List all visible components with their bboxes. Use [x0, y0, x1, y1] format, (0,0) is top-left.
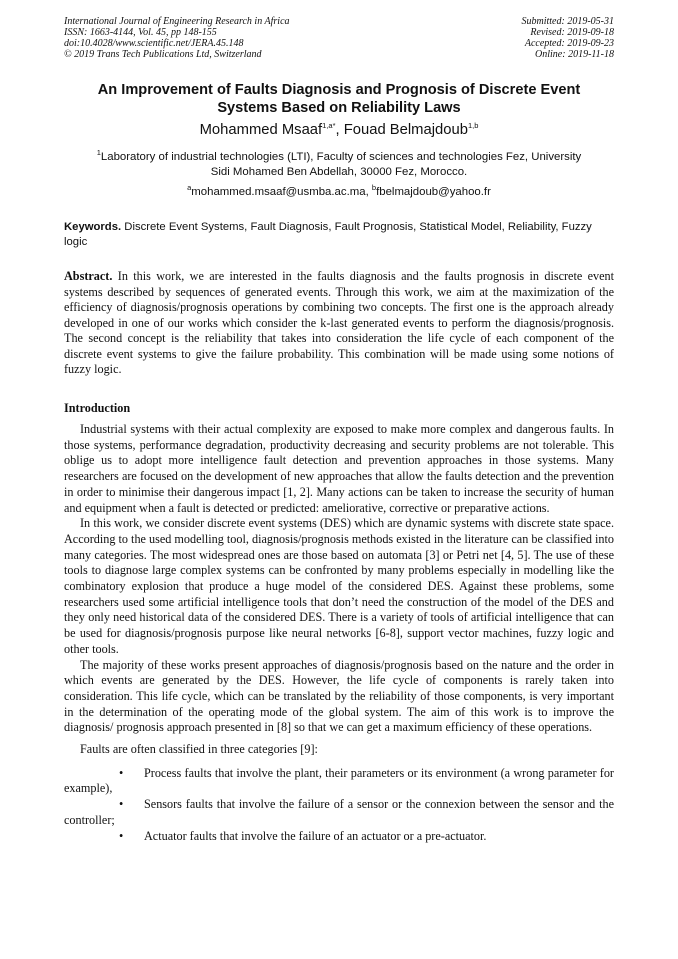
email-separator: , — [365, 186, 372, 198]
affiliation — [64, 150, 614, 180]
journal-info — [64, 16, 364, 60]
bullet-icon: • — [119, 828, 124, 843]
title-line-1: An Improvement of Faults Diagnosis and Prognosis of Discrete Event — [97, 82, 581, 98]
publication-dates — [394, 16, 614, 60]
list-item-text: Actuator faults that involve the failure of an actuator or a pre-actuator. — [144, 828, 487, 843]
list-item — [64, 797, 614, 828]
authors — [64, 121, 614, 139]
list-item — [64, 829, 614, 845]
abstract-text: In this work, we are interested in the faults diagnosis and the faults prognosis in discrete event systems described by sequences of generated events. Through this work, we aim at the maximization of the efficiency of diagnosis/prognosis operations by combining two concepts. The first one is the approach already developed in one of our works which consider the k-last generated events to perform the diagnosis/prognosis. The second concept is the reliability that takes into consideration the life cycle of each component of the discrete event systems to give the failure probability. This combination will be made using some notions of fuzzy logic. — [64, 269, 614, 376]
list-item-text: Sensors faults that involve the failure of a sensor or the connexion between the sensor and the controller; — [64, 797, 614, 827]
bullet-icon: • — [119, 797, 124, 812]
author-2-affiliation-mark: 1,b — [467, 121, 479, 131]
affiliation-line-1: Laboratory of industrial technologies (LTI), Faculty of sciences and technologies Fez, University — [100, 151, 582, 163]
accepted-date: Accepted: 2019-09-23 — [524, 38, 614, 49]
paper-title — [64, 81, 614, 117]
intro-paragraph-1: Industrial systems with their actual complexity are exposed to make more complex and dangerous faults. In those systems, performance degradation, productivity decreasing and security problems are not tolerable. This oblige us to adopt more intelligence fault detection and prevention approaches in those systems. Many researchers are focused on the development of new approaches that allow the faults detection and the prevention in order to minimise their dangerous impact [1, 2]. Many actions can be taken to increase the security of human and equipment when a fault is detected or predicted: ameliorative, corrective or preparative actions. — [64, 422, 614, 515]
list-item-text: Process faults that involve the plant, their parameters or its environment (a wrong parameter for example), — [64, 765, 614, 796]
author-1-affiliation-mark: 1,a* — [322, 121, 336, 131]
keywords — [64, 220, 614, 250]
abstract — [64, 269, 614, 378]
intro-paragraph-4: Faults are often classified in three categories [9]: — [80, 742, 318, 757]
introduction-body — [64, 422, 614, 844]
submitted-date: Submitted: 2019-05-31 — [521, 16, 614, 27]
affiliation-line-2: Sidi Mohamed Ben Abdellah, 30000 Fez, Morocco. — [210, 166, 468, 178]
introduction-heading: Introduction — [64, 401, 131, 415]
author-2: Fouad Belmajdoub — [343, 122, 468, 138]
keywords-text: Discrete Event Systems, Fault Diagnosis, Fault Prognosis, Statistical Model, Reliability, Fuzzy logic — [64, 221, 592, 248]
email-b-mark: b — [371, 183, 377, 193]
keywords-label: Keywords. — [64, 221, 122, 233]
revised-date: Revised: 2019-09-18 — [530, 27, 614, 38]
intro-paragraph-3: The majority of these works present approaches of diagnosis/prognosis based on the nature and the order in which events are generated by the DES. However, the life cycle of components is rarely taken into consideration. This life cycle, which can be translated by the reliability of those components, is very important in the determination of the operating mode of the global system. The aim of this work is to improve the diagnosis/ prognosis approach presented in [8] so that we can get a maximum efficiency of these operations. — [64, 657, 614, 735]
email-a[interactable]: mohammed.msaaf@usmba.ac.ma — [191, 186, 366, 198]
intro-paragraph-2: In this work, we consider discrete event systems (DES) which are dynamic systems with discrete state space. According to the used modelling tool, diagnosis/prognosis methods existed in the literature can be classified into many categories. The most widespread ones are those based on automata [3] or Petri net [4, 5]. The use of these tools to diagnose large complex systems can be confronted by many problems especially in modelling like the combinatory explosion that produce a huge model of the considered DES. Against these problems, some researchers used some artificial intelligence tools that don’t need the construction of the model of the DES and they only need historical data of the considered DES. There is a variety of tools of artificial intelligence that can be used for diagnosis/prognosis purpose like neural networks [6-8], support vector machines, fuzzy logic and other tools. — [64, 516, 614, 656]
journal-name: International Journal of Engineering Research in Africa — [64, 16, 290, 27]
list-item — [64, 766, 614, 797]
author-separator: , — [335, 122, 344, 138]
online-date: Online: 2019-11-18 — [535, 49, 614, 60]
title-line-2: Systems Based on Reliability Laws — [217, 100, 461, 116]
abstract-label: Abstract. — [64, 269, 113, 283]
email-b[interactable]: fbelmajdoub@yahoo.fr — [376, 186, 491, 198]
affiliation-mark: 1 — [96, 148, 101, 158]
issn-line: ISSN: 1663-4144, Vol. 45, pp 148-155 — [64, 27, 217, 38]
bullet-icon: • — [119, 765, 124, 780]
author-emails — [64, 185, 614, 200]
fault-categories-list — [64, 766, 614, 845]
email-a-mark: a — [187, 183, 192, 193]
doi-line: doi:10.4028/www.scientific.net/JERA.45.148 — [64, 38, 244, 49]
copyright-line: © 2019 Trans Tech Publications Ltd, Switzerland — [64, 49, 262, 60]
author-1: Mohammed Msaaf — [199, 122, 323, 138]
